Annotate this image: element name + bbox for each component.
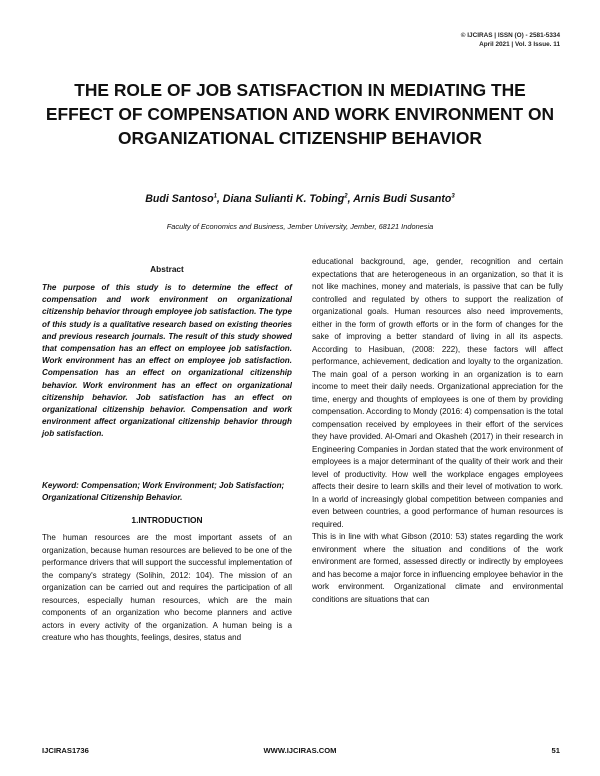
journal-issue-line: April 2021 | Vol. 3 Issue. 11	[479, 41, 560, 48]
author-name: Diana Sulianti K. Tobing	[222, 193, 345, 205]
journal-issn-line: © IJCIRAS | ISSN (O) - 2581-5334	[460, 32, 560, 39]
page-number: 51	[551, 746, 560, 755]
section-heading-introduction: 1.INTRODUCTION	[131, 515, 203, 525]
body-paragraph: educational background, age, gender, recognition and certain expectations that are heterogeneous in an organization, so that it is not like machines, money and materials, is passive that can be fully controlled and regulated by others to support the realization of organizational goals. Human resources also need improvements, either in the form of growth efforts or in the form of changes for the sake of improving a better standard of living in all its aspects. According to Hasibuan, (2008: 222), these factors will affect performance, achievement, dedication and loyalty to the organization. The main goal of a person working in an organization is to earn income to meet their daily needs. Organizational appreciation for the time, energy and thoughts of employees is one of them by providing compensation. According to Mondy (2016: 4) compensation is the total compensation received by employees in their effort of the services they have provided. Al-Omari and Okasheh (2017) in their research in Engineering Companies in Jordan stated that the work environment of employees is a major determinant of the quality of their work and their level of productivity. How well the workplace engages employees affects their desire to learn skills and their level of motivation to work. In a world of increasingly global competition between companies and even between countries, a good performance of human resources is required.	[312, 257, 563, 529]
introduction-paragraph: The human resources are the most important assets of an organization, because human resources are believed to be one of the performance drivers that will support the successful implementation of the company's strategy (Solihin, 2012: 104). The mission of an organization can be carried out and requires the participation of all resources, especially human resources, which are the main components of an organization who become planners and active actors in every activity of the organization. A human being is a creature who has thoughts, feelings, desires, status and	[42, 533, 292, 643]
footer-article-id: IJCIRAS1736	[42, 746, 89, 755]
abstract-text: The purpose of this study is to determine the effect of compensation and work environment on organizational citizenship behavior through employee job satisfaction. The type of this study is a qualitative research based on existing theories and previous research journals. The result of this study showed that compensation has an effect on employee job satisfaction. Work environment has an effect on employee job satisfaction. Compensation has an effect on organizational citizenship behavior. Work environment has an effect on organizational citizenship behavior. Job satisfaction has an effect on organizational citizenship behavior. Compensation and work environment affect organizational citizenship behavior through job satisfaction.	[42, 283, 292, 439]
author-name: Arnis Budi Susanto	[353, 193, 452, 205]
right-column	[312, 256, 563, 606]
journal-header	[461, 31, 560, 49]
author-separator: ,	[347, 193, 354, 205]
affiliation: Faculty of Economics and Business, Jember University, Jember, 68121 Indonesia	[166, 222, 434, 231]
author-list	[40, 193, 560, 205]
keywords: Keyword: Compensation; Work Environment; Job Satisfaction; Organizational Citizenship Behavior.	[42, 481, 285, 503]
footer-website-link[interactable]: WWW.IJCIRAS.COM	[263, 746, 337, 755]
author-affil-mark: 1	[213, 193, 217, 200]
paper-title: THE ROLE OF JOB SATISFACTION IN MEDIATING THE EFFECT OF COMPENSATION AND WORK ENVIRONMENT ON ORGANIZATIONAL CITIZENSHIP BEHAVIOR	[45, 80, 555, 148]
author-separator: ,	[216, 193, 223, 205]
author-affil-mark: 2	[344, 193, 348, 200]
abstract-heading: Abstract	[150, 264, 184, 274]
body-paragraph: This is in line with what Gibson (2010: 53) states regarding the work environment where the situation and conditions of the work environment are formed, assessed directly or indirectly by employees and has become a major force in influencing employee behavior in the work environment. Organizational climate and environmental conditions are situations that can	[312, 532, 563, 604]
author-name: Budi Santoso	[145, 193, 214, 205]
author-affil-mark: 3	[451, 193, 455, 200]
